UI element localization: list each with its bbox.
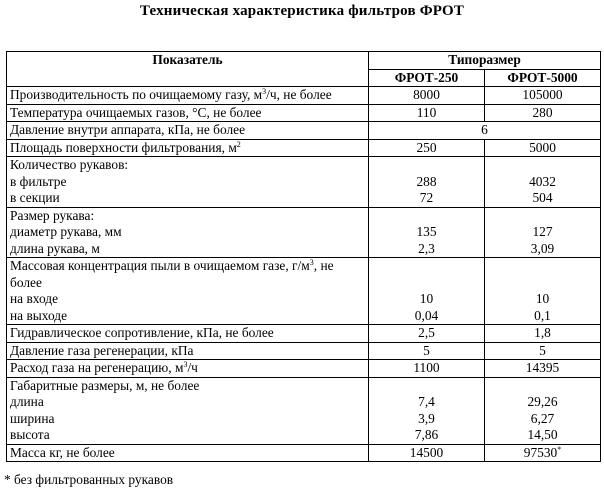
header-typesize: Типоразмер [369, 52, 601, 70]
value-a: 288 72 [369, 157, 485, 208]
value-b: 105000 [485, 87, 601, 105]
value-b: 5000 [485, 139, 601, 157]
row-label: Температура очищаемых газов, °С, не более [7, 104, 369, 122]
row-label: Площадь поверхности фильтрования, $м^2$ [7, 139, 369, 157]
footnote: * без фильтрованных рукавов [4, 472, 174, 487]
table-row [7, 258, 601, 325]
table-row [7, 87, 601, 105]
value-a: 110 [369, 104, 485, 122]
page-title: Техническая характеристика фильтров ФРОТ [139, 3, 465, 19]
header-model-b: ФРОТ-5000 [485, 69, 601, 87]
row-label: Давление внутри аппарата, кПа, не более [7, 122, 369, 140]
value-b: 29,26 6,27 14,50 [485, 377, 601, 444]
value-a: 14500 [369, 444, 485, 462]
value-a: 7,4 3,9 7,86 [369, 377, 485, 444]
value-b: 5 [485, 342, 601, 360]
value-a: 5 [369, 342, 485, 360]
value-a: 250 [369, 139, 485, 157]
value-a: 2,5 [369, 325, 485, 343]
value-a: 1100 [369, 360, 485, 378]
row-label: Расход газа на регенерацию, $м^3/ч$ [7, 360, 369, 378]
row-label: Гидравлическое сопротивление, кПа, не более [7, 325, 369, 343]
value-b: 97530* [485, 444, 601, 462]
table-row [7, 342, 601, 360]
table-header-row [7, 52, 601, 70]
value-shared: 6 [369, 122, 601, 140]
header-indicator: Показатель [7, 52, 369, 87]
value-a: 135 2,3 [369, 207, 485, 258]
row-label: Размер рукава: диаметр рукава, мм длина рукава, м [7, 207, 369, 258]
row-label: Производительность по очищаемому газу, $м^3/ч$, не более [7, 87, 369, 105]
table-row [7, 360, 601, 378]
value-b: 14395 [485, 360, 601, 378]
value-b: 1,8 [485, 325, 601, 343]
table-row [7, 104, 601, 122]
value-b: 127 3,09 [485, 207, 601, 258]
table-row [7, 444, 601, 462]
value-b: 280 [485, 104, 601, 122]
value-a: 10 0,04 [369, 258, 485, 325]
header-model-a: ФРОТ-250 [369, 69, 485, 87]
value-b: 4032 504 [485, 157, 601, 208]
row-label: Габаритные размеры, м, не более длина ширина высота [7, 377, 369, 444]
row-label: Давление газа регенерации, кПа [7, 342, 369, 360]
table-row [7, 122, 601, 140]
row-label: Массовая концентрация пыли в очищаемом газе, $г/м^3$, не более на входе на выходе [7, 258, 369, 325]
value-a: 8000 [369, 87, 485, 105]
spec-table [6, 51, 601, 462]
table-row [7, 377, 601, 444]
table-row [7, 157, 601, 208]
table-row [7, 139, 601, 157]
table-row [7, 325, 601, 343]
table-row [7, 207, 601, 258]
row-label: Масса кг, не более [7, 444, 369, 462]
value-b: 10 0,1 [485, 258, 601, 325]
row-label: Количество рукавов: в фильтре в секции [7, 157, 369, 208]
